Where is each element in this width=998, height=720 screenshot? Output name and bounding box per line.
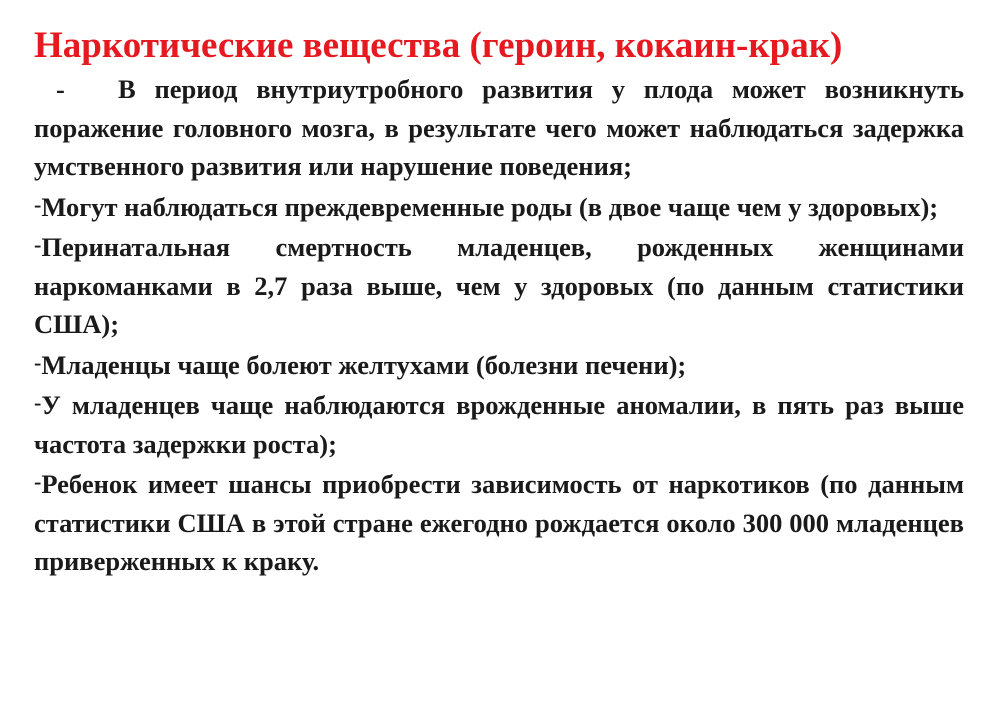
bullet-dash: - — [34, 191, 42, 217]
list-item-text: Перинатальная смертность младенцев, рожденных женщинами наркоманками в 2,7 раза выше, чем у здоровых (по данным статистики США); — [34, 232, 964, 339]
list-item — [34, 344, 964, 385]
list-item — [34, 226, 964, 344]
list-item — [34, 463, 964, 581]
list-item-text: Младенцы чаще болеют желтухами (болезни печени); — [41, 349, 687, 380]
slide-body — [34, 70, 964, 581]
list-item-text: У младенцев чаще наблюдаются врожденные аномалии, в пять раз выше частота задержки роста); — [34, 390, 964, 459]
list-item — [34, 384, 964, 463]
bullet-dash: - — [34, 349, 42, 375]
bullet-dash: - — [56, 74, 65, 104]
bullet-dash: - — [34, 232, 42, 257]
bullet-dash: - — [34, 469, 42, 494]
list-item — [34, 186, 964, 227]
list-item-text: Ребенок имеет шансы приобрести зависимость от наркотиков (по данным статистики США в этой стране ежегодно рождается около 300 000 младенцев приверженных к краку. — [34, 469, 964, 576]
list-item — [34, 70, 964, 186]
list-item-text: Могут наблюдаться преждевременные роды (в двое чаще чем у здоровых); — [41, 191, 939, 222]
slide-title: Наркотические вещества (героин, кокаин-крак) — [34, 25, 843, 66]
bullet-dash: - — [34, 390, 42, 415]
list-item-text: В период внутриутробного развития у плода может возникнуть поражение головного мозга, в результате чего может наблюдаться задержка умственного развития или нарушение поведения; — [34, 74, 964, 181]
